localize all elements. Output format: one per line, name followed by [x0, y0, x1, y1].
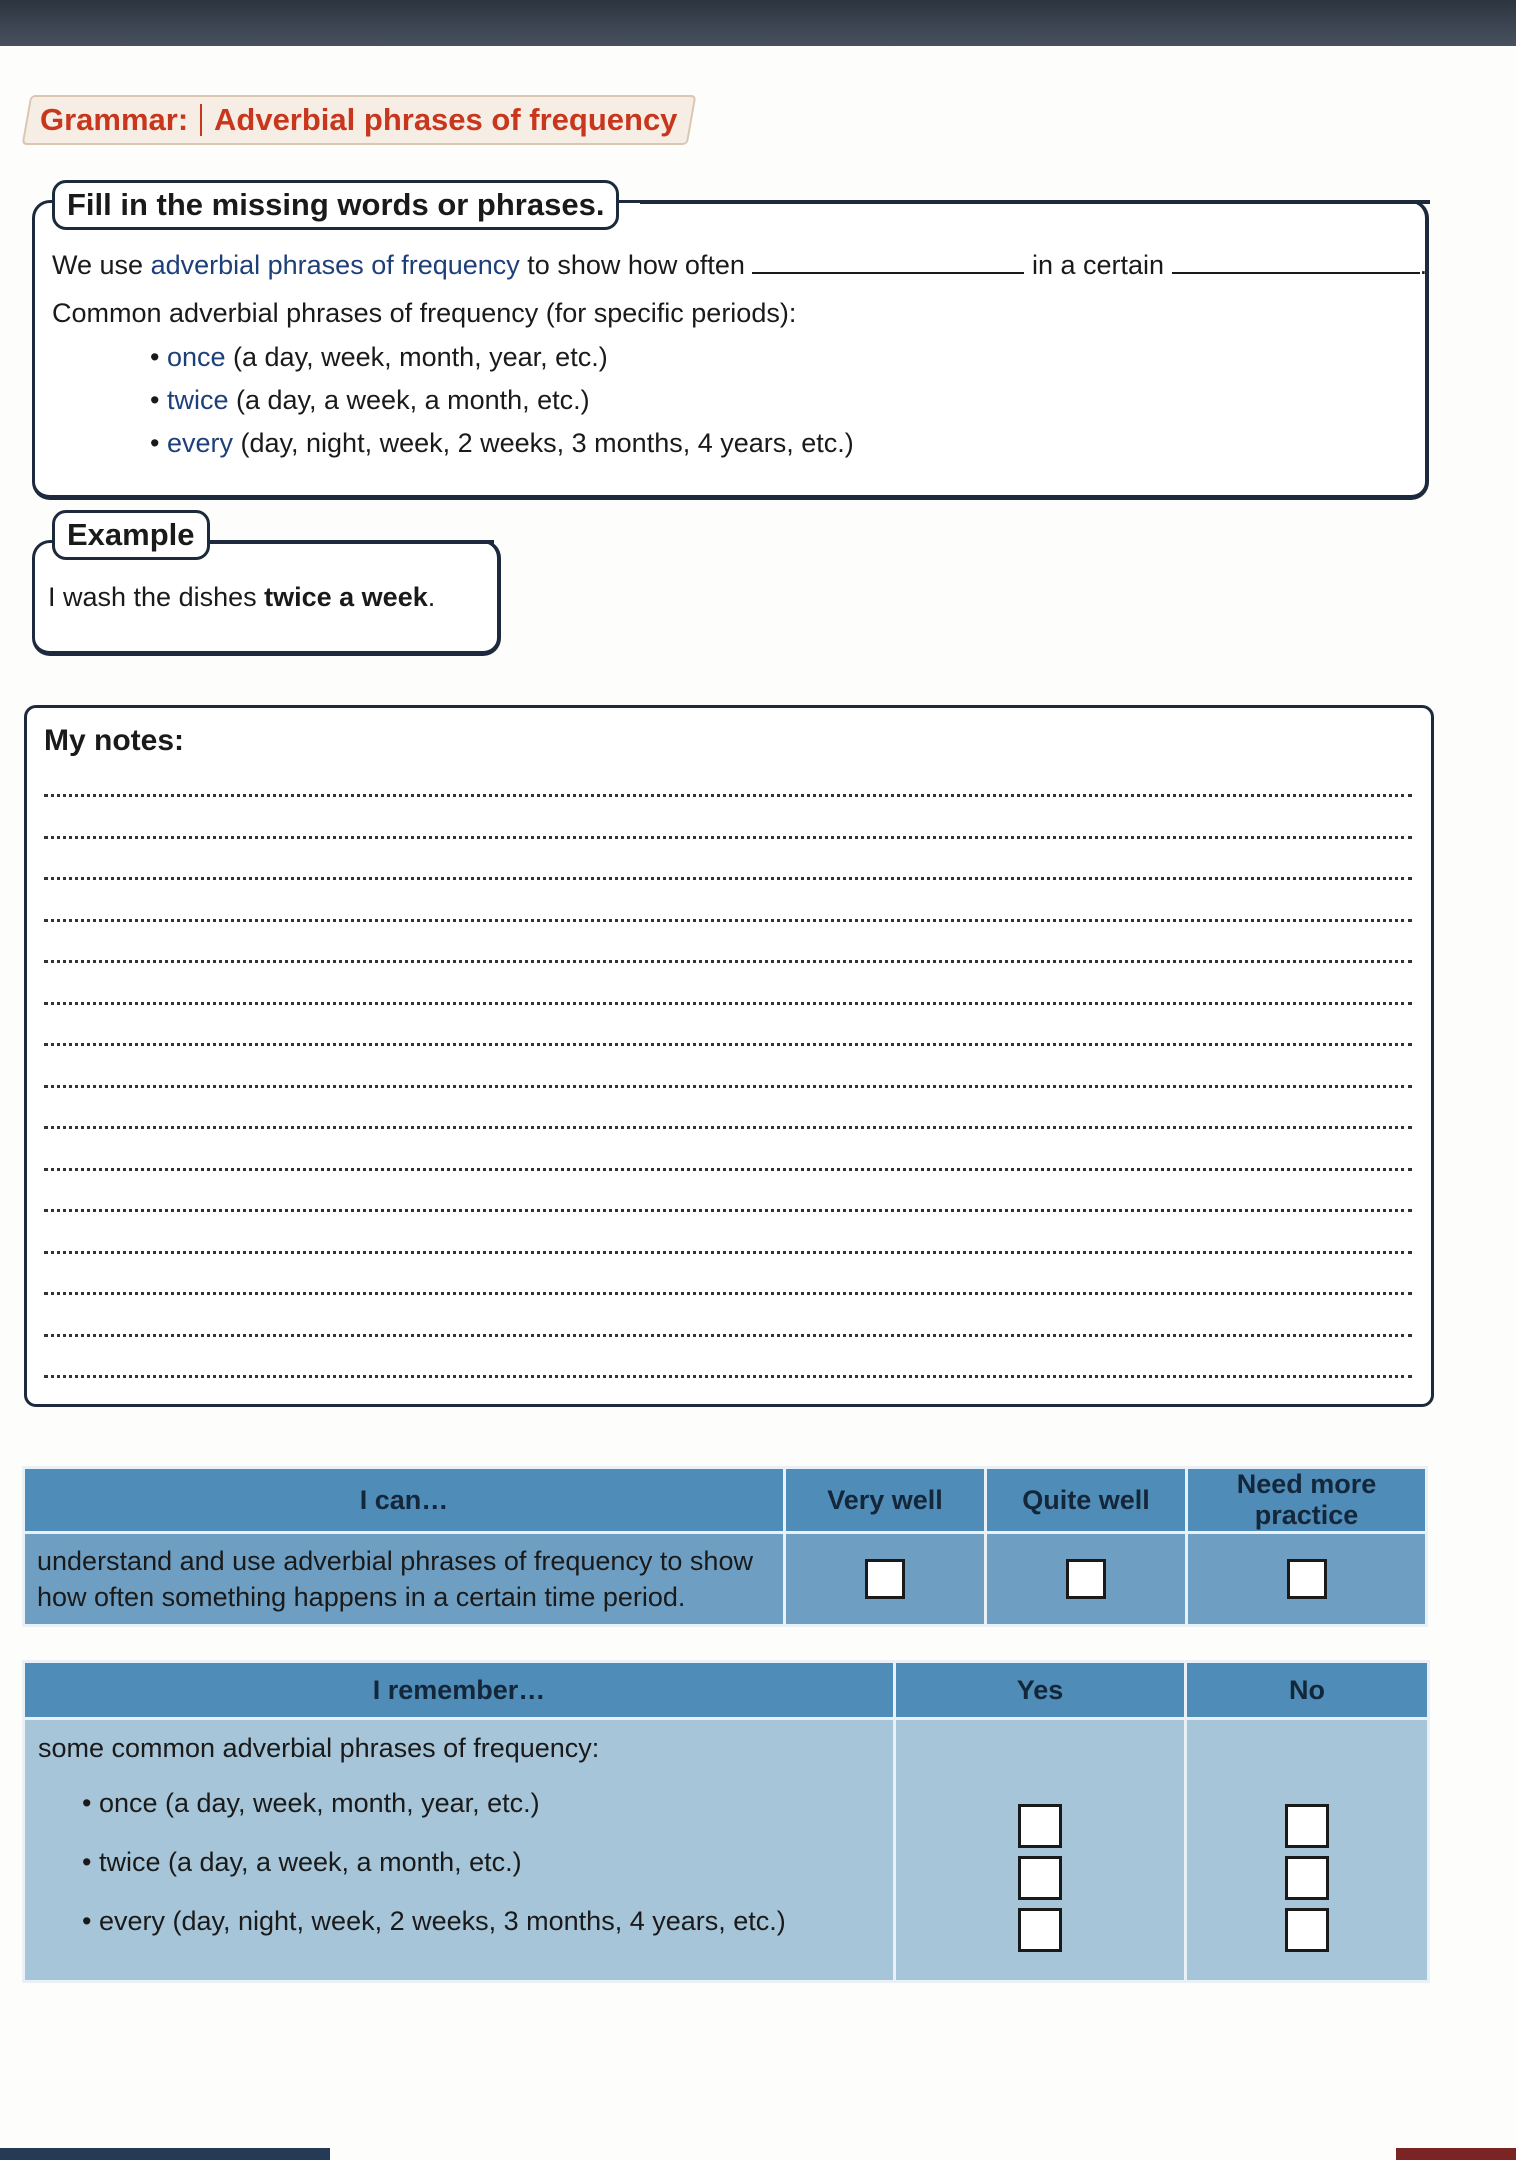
bottom-band-left	[0, 2148, 330, 2160]
need-practice-cell	[1187, 1533, 1427, 1626]
example-bold: twice a week	[264, 582, 428, 612]
no-cell	[1186, 1719, 1429, 1982]
no-checkbox-once[interactable]	[1285, 1804, 1329, 1848]
i-can-header-row	[24, 1468, 1427, 1533]
i-can-row	[24, 1533, 1427, 1626]
list-item: • every (day, night, week, 2 weeks, 3 months, 4 years, etc.)	[82, 1906, 786, 1936]
title-topic: Adverbial phrases of frequency	[214, 102, 678, 137]
rule-bullet: • twice (a day, a week, a month, etc.)	[150, 385, 590, 415]
bullet-rest: (day, night, week, 2 weeks, 3 months, 4 years, etc.)	[233, 428, 854, 458]
top-band	[0, 0, 1516, 46]
note-line[interactable]	[44, 1251, 1412, 1254]
i-can-statement-line1: understand and use adverbial phrases of frequency to show	[37, 1546, 753, 1576]
note-line[interactable]	[44, 1002, 1412, 1005]
note-line[interactable]	[44, 836, 1412, 839]
yes-header: Yes	[895, 1662, 1186, 1719]
note-line[interactable]	[44, 877, 1412, 880]
i-can-table	[22, 1466, 1428, 1627]
rule-line1-prefix: We use	[52, 250, 151, 280]
list-item: • once (a day, week, month, year, etc.)	[82, 1788, 540, 1818]
i-remember-table	[22, 1660, 1430, 1983]
note-line[interactable]	[44, 1292, 1412, 1295]
notes-panel[interactable]	[24, 705, 1434, 1407]
rule-bullet: • once (a day, week, month, year, etc.)	[150, 342, 608, 372]
bullet-key: twice	[166, 385, 229, 415]
i-can-statement-line2: how often something happens in a certain time period.	[37, 1582, 686, 1612]
blank-1[interactable]	[752, 250, 1024, 274]
yes-checkbox-twice[interactable]	[1018, 1856, 1062, 1900]
rule-line1-highlight: adverbial phrases of frequency	[150, 250, 520, 280]
i-remember-row	[24, 1719, 1429, 1982]
note-line[interactable]	[44, 1043, 1412, 1046]
rule-bullet: • every (day, night, week, 2 weeks, 3 months, 4 years, etc.)	[150, 428, 854, 458]
no-checkbox-every[interactable]	[1285, 1908, 1329, 1952]
note-line[interactable]	[44, 1375, 1412, 1378]
rule-line-1	[52, 250, 1427, 281]
i-remember-header-row	[24, 1662, 1429, 1719]
page-title	[22, 95, 696, 145]
note-line[interactable]	[44, 1334, 1412, 1337]
title-grammar: Grammar:	[40, 102, 189, 137]
example-heading: Example	[52, 510, 210, 560]
fill-tag-line	[640, 200, 1430, 204]
i-remember-intro: some common adverbial phrases of frequency:	[38, 1733, 600, 1763]
very-well-header: Very well	[785, 1468, 986, 1533]
quite-well-cell	[986, 1533, 1187, 1626]
fill-in-heading: Fill in the missing words or phrases.	[52, 180, 619, 230]
no-checkbox-twice[interactable]	[1285, 1856, 1329, 1900]
note-line[interactable]	[44, 794, 1412, 797]
yes-checkbox-every[interactable]	[1018, 1908, 1062, 1952]
example-sentence	[48, 582, 435, 613]
i-can-statement	[24, 1533, 785, 1626]
bullet-key: every	[166, 428, 233, 458]
title-separator	[200, 104, 202, 136]
example-tag-line	[200, 540, 494, 544]
yes-cell	[895, 1719, 1186, 1982]
note-line[interactable]	[44, 960, 1412, 963]
rule-line1-suffix: to show how often	[519, 250, 745, 280]
need-practice-header: Need more practice	[1187, 1468, 1427, 1533]
bullet-rest: (a day, week, month, year, etc.)	[225, 342, 608, 372]
blank-2[interactable]	[1172, 250, 1420, 274]
quite-well-checkbox[interactable]	[1066, 1559, 1106, 1599]
i-can-header: I can…	[24, 1468, 785, 1533]
rule-line1-end: .	[1419, 250, 1428, 280]
i-remember-header: I remember…	[24, 1662, 895, 1719]
bullet-key: once	[166, 342, 226, 372]
quite-well-header: Quite well	[986, 1468, 1187, 1533]
note-line[interactable]	[44, 1168, 1412, 1171]
bottom-band-right	[1396, 2148, 1516, 2160]
note-line[interactable]	[44, 1209, 1412, 1212]
no-header: No	[1186, 1662, 1429, 1719]
rule-line-2: Common adverbial phrases of frequency (for specific periods):	[52, 298, 797, 328]
i-remember-statement	[24, 1719, 895, 1982]
very-well-cell	[785, 1533, 986, 1626]
note-line[interactable]	[44, 919, 1412, 922]
yes-checkbox-once[interactable]	[1018, 1804, 1062, 1848]
bullet-rest: (a day, a week, a month, etc.)	[228, 385, 590, 415]
example-suffix: .	[427, 582, 436, 612]
note-line[interactable]	[44, 1085, 1412, 1088]
notes-title: My notes:	[44, 724, 185, 757]
note-line[interactable]	[44, 1126, 1412, 1129]
rule-line1-middle: in a certain	[1031, 250, 1165, 280]
very-well-checkbox[interactable]	[865, 1559, 905, 1599]
example-prefix: I wash the dishes	[48, 582, 265, 612]
list-item: • twice (a day, a week, a month, etc.)	[82, 1847, 522, 1877]
need-practice-checkbox[interactable]	[1287, 1559, 1327, 1599]
